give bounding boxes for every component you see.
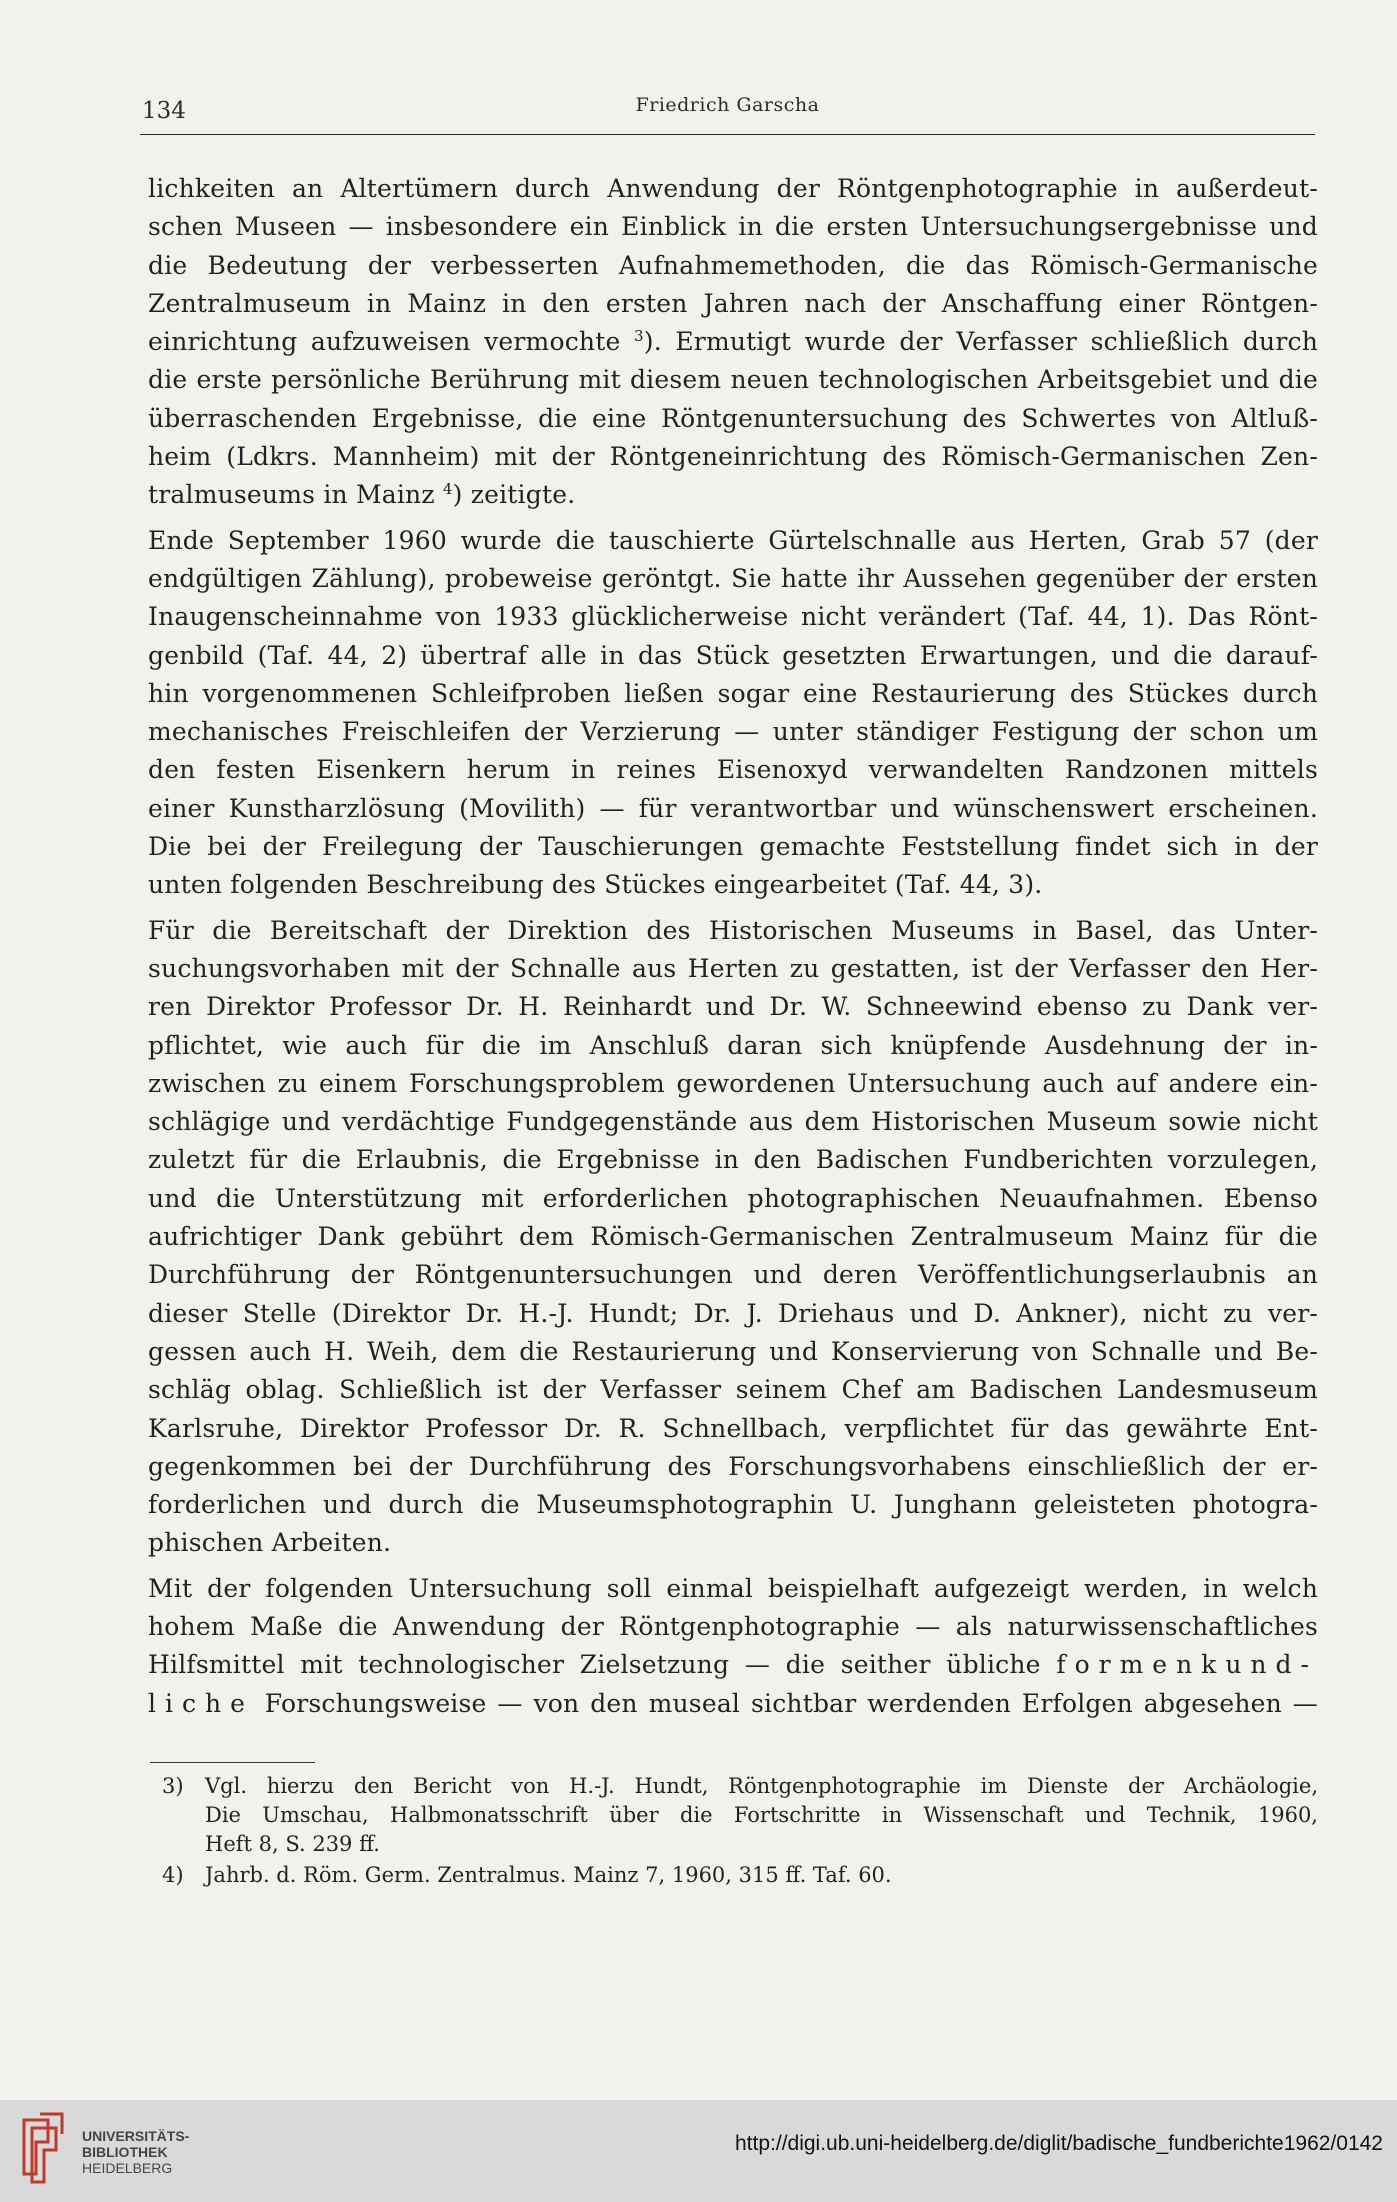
- text-line: ren Direktor Professor Dr. H. Reinhardt und Dr. W. Schneewind ebenso zu Dank ver-: [148, 992, 1318, 1022]
- text-line: suchungsvorhaben mit der Schnalle aus Herten zu gestatten, ist der Verfasser den Her-: [148, 953, 1318, 983]
- ub-heidelberg-logo-icon[interactable]: [18, 2112, 66, 2184]
- text-line: schläg oblag. Schließlich ist der Verfasser seinem Chef am Badischen Landesmuseum: [148, 1375, 1318, 1405]
- text-line: Inaugenscheinnahme von 1933 glücklicherweise nicht verändert (Taf. 44, 1). Das Rönt-: [148, 602, 1318, 632]
- running-head: [140, 90, 1315, 135]
- text-line: gegenkommen bei der Durchführung des Forschungsvorhabens einschließlich der er-: [148, 1451, 1318, 1481]
- text-segment: Forschungsweise — von den museal sichtbar werdenden Erfolgen abgesehen —: [264, 1688, 1318, 1718]
- text-line: phischen Arbeiten.: [148, 1528, 392, 1558]
- footnote-line: Die Umschau, Halbmonatsschrift über die Fortschritte in Wissenschaft und Technik, 1960,: [205, 1803, 1318, 1827]
- paragraph-2: [148, 522, 1318, 905]
- text-line: [148, 1646, 1318, 1684]
- text-line: und die Unterstützung mit erforderlichen photographischen Neuaufnahmen. Ebenso: [148, 1183, 1318, 1213]
- footnote-3: [150, 1772, 1318, 1859]
- text-line: unten folgenden Beschreibung des Stückes eingearbeitet (Taf. 44, 3).: [148, 870, 1043, 900]
- paragraph-1: [148, 170, 1318, 515]
- library-name: [82, 2128, 189, 2176]
- source-url-link[interactable]: http://digi.ub.uni-heidelberg.de/diglit/badische_fundberichte1962/0142: [735, 2132, 1383, 2155]
- text-line: [148, 323, 1318, 361]
- text-line: forderlichen und durch die Museumsphotographin U. Junghann geleisteten photogra-: [148, 1490, 1318, 1520]
- text-line: Für die Bereitschaft der Direktion des Historischen Museums in Basel, das Unter-: [148, 915, 1318, 945]
- footnotes: [150, 1772, 1318, 1892]
- text-line: endgültigen Zählung), probeweise geröntgt. Sie hatte ihr Aussehen gegenüber der ersten: [148, 563, 1318, 593]
- text-line: [148, 1685, 1318, 1723]
- page-number: 134: [142, 98, 186, 124]
- spaced-word: liche: [148, 1688, 254, 1718]
- text-line: zwischen zu einem Forschungsproblem gewordenen Untersuchung auch auf andere ein-: [148, 1068, 1318, 1098]
- body-text: [148, 170, 1318, 1730]
- text-line: den festen Eisenkern herum in reines Eisenoxyd verwandelten Randzonen mittels: [148, 755, 1318, 785]
- footnote-ref-3[interactable]: 3: [633, 327, 644, 346]
- footer-bar: [0, 2100, 1397, 2202]
- text-line: dieser Stelle (Direktor Dr. H.-J. Hundt; Dr. J. Driehaus und D. Ankner), nicht zu ver-: [148, 1298, 1318, 1328]
- text-line: einer Kunstharzlösung (Movilith) — für verantwortbar und wünschenswert erscheinen.: [148, 793, 1318, 823]
- text-line: gessen auch H. Weih, dem die Restaurierung und Konservierung von Schnalle und Be-: [148, 1336, 1318, 1366]
- footnote-ref-4[interactable]: 4: [442, 480, 453, 499]
- text-line: Zentralmuseum in Mainz in den ersten Jahren nach der Anschaffung einer Röntgen-: [148, 288, 1318, 318]
- footnote-line: Vgl. hierzu den Bericht von H.-J. Hundt, Röntgenphotographie im Dienste der Archäologie,: [205, 1774, 1318, 1798]
- text-segment: tralmuseums in Mainz: [148, 480, 435, 510]
- text-segment: ). Ermutigt wurde der Verfasser schließlich durch: [643, 327, 1318, 357]
- running-head-author: Friedrich Garscha: [635, 94, 820, 116]
- library-line: UNIVERSITÄTS-: [82, 2128, 190, 2144]
- text-line: lichkeiten an Altertümern durch Anwendung der Röntgenphotographie in außerdeut-: [148, 174, 1318, 203]
- text-line: Karlsruhe, Direktor Professor Dr. R. Schnellbach, verpflichtet für das gewährte Ent-: [148, 1413, 1318, 1443]
- text-line: aufrichtiger Dank gebührt dem Römisch-Germanischen Zentralmuseum Mainz für die: [148, 1222, 1318, 1252]
- text-segment: Hilfsmittel mit technologischer Zielsetzung — die seither übliche: [148, 1650, 1041, 1680]
- library-line: HEIDELBERG: [82, 2160, 173, 2176]
- text-line: [148, 476, 1318, 514]
- paragraph-3: [148, 912, 1318, 1563]
- text-line: pflichtet, wie auch für die im Anschluß daran sich knüpfende Ausdehnung der in-: [148, 1030, 1318, 1060]
- text-line: die erste persönliche Berührung mit diesem neuen technologischen Arbeitsgebiet und die: [148, 365, 1318, 395]
- text-line: Durchführung der Röntgenuntersuchungen und deren Veröffentlichungserlaubnis an: [148, 1260, 1318, 1290]
- library-line: BIBLIOTHEK: [82, 2144, 168, 2160]
- text-line: Die bei der Freilegung der Tauschierungen gemachte Feststellung findet sich in der: [148, 832, 1318, 862]
- text-line: schlägige und verdächtige Fundgegenstände aus dem Historischen Museum sowie nicht: [148, 1107, 1318, 1137]
- text-line: mechanisches Freischleifen der Verzierung — unter ständiger Festigung der schon um: [148, 717, 1318, 747]
- spaced-word: formenkund-: [1056, 1650, 1318, 1680]
- text-segment: ) zeitigte.: [452, 480, 576, 510]
- text-line: hin vorgenommenen Schleifproben ließen sogar eine Restaurierung des Stückes durch: [148, 678, 1318, 708]
- text-line: hohem Maße die Anwendung der Röntgenphotographie — als naturwissenschaftliches: [148, 1611, 1318, 1641]
- text-line: zuletzt für die Erlaubnis, die Ergebnisse in den Badischen Fundberichten vorzulegen,: [148, 1145, 1318, 1175]
- footnote-line: Jahrb. d. Röm. Germ. Zentralmus. Mainz 7, 1960, 315 ff. Taf. 60.: [205, 1863, 892, 1887]
- footnote-line: Heft 8, S. 239 ff.: [205, 1832, 380, 1856]
- text-line: genbild (Taf. 44, 2) übertraf alle in das Stück gesetzten Erwartungen, und die darauf-: [148, 640, 1318, 670]
- footnote-mark: 3): [162, 1774, 184, 1798]
- footnote-divider: [150, 1762, 315, 1763]
- footnote-mark: 4): [162, 1863, 184, 1887]
- text-line: Mit der folgenden Untersuchung soll einmal beispielhaft aufgezeigt werden, in welch: [148, 1573, 1318, 1603]
- text-line: Ende September 1960 wurde die tauschierte Gürtelschnalle aus Herten, Grab 57 (der: [148, 525, 1318, 555]
- text-line: schen Museen — insbesondere ein Einblick in die ersten Untersuchungsergebnisse und: [148, 212, 1318, 242]
- text-line: die Bedeutung der verbesserten Aufnahmemethoden, die das Römisch-Germanische: [148, 250, 1318, 280]
- paragraph-4: [148, 1570, 1318, 1723]
- text-segment: einrichtung aufzuweisen vermochte: [148, 327, 621, 357]
- footnote-4: [150, 1861, 1318, 1890]
- text-line: heim (Ldkrs. Mannheim) mit der Röntgeneinrichtung des Römisch-Germanischen Zen-: [148, 442, 1318, 472]
- text-line: überraschenden Ergebnisse, die eine Röntgenuntersuchung des Schwertes von Altluß-: [148, 403, 1318, 433]
